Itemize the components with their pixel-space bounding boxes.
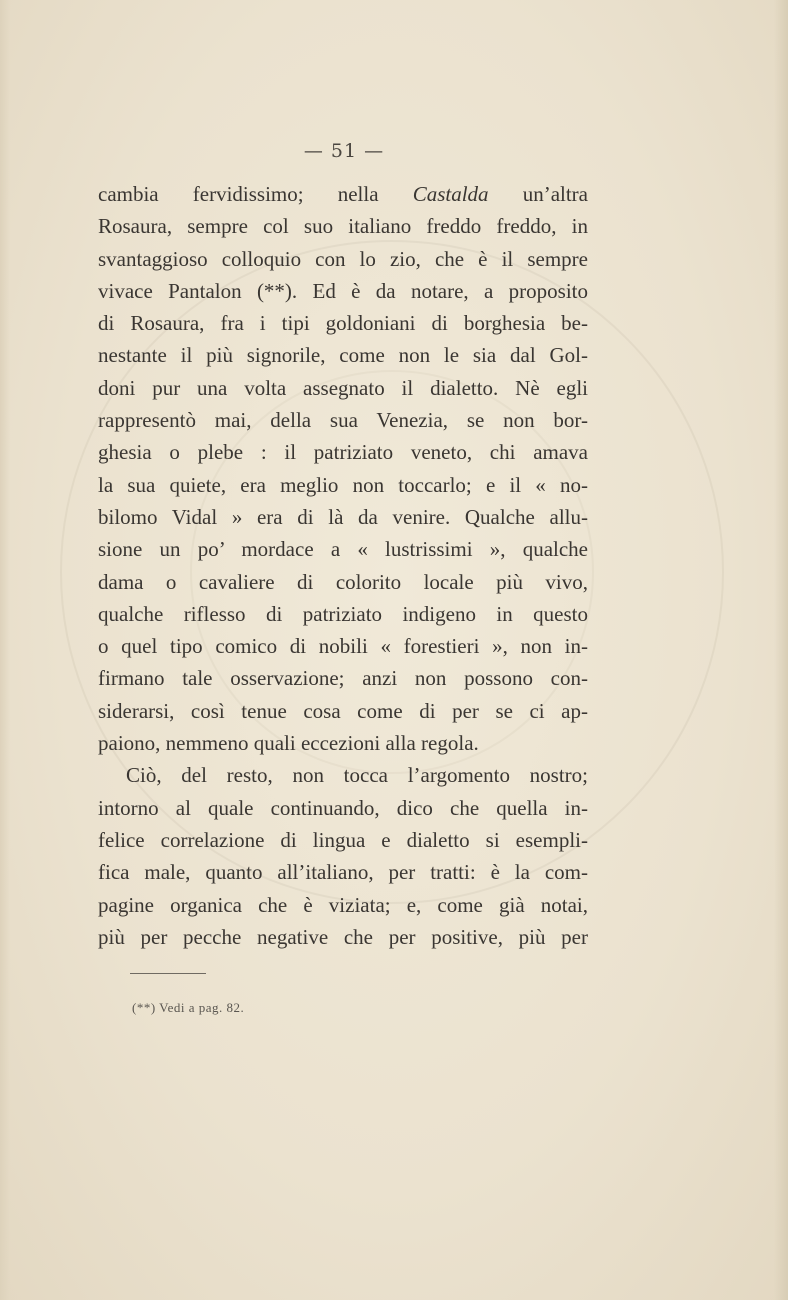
text-line-20: intorno al quale continuando, dico che quella in- xyxy=(98,795,588,820)
text-line-2: Rosaura, sempre col suo italiano freddo freddo, in xyxy=(98,214,588,239)
text-line-9: ghesia o plebe : il patriziato veneto, chi amava xyxy=(98,440,588,465)
page-number: — 51 — xyxy=(303,140,385,162)
text-line-15: o quel tipo comico di nobili « forestieri », non in- xyxy=(98,634,588,659)
text-line-13: dama o cavaliere di colorito locale più vivo, xyxy=(98,569,588,594)
text-line-21: felice correlazione di lingua e dialetto si esempli- xyxy=(98,827,588,852)
page-edge-right xyxy=(774,0,788,1300)
text-line-11: bilomo Vidal » era di là da venire. Qualche allu- xyxy=(98,504,588,529)
text-line-23: pagine organica che è viziata; e, come già notai, xyxy=(98,892,588,917)
footnote: (**) Vedi a pag. 82. xyxy=(132,1000,245,1015)
text-line-8: rappresentò mai, della sua Venezia, se non bor- xyxy=(98,408,588,433)
text-line-18: paiono, nemmeno quali eccezioni alla regola. xyxy=(98,731,479,756)
text-line-10: la sua quiete, era meglio non toccarlo; e il « no- xyxy=(98,472,588,497)
text-line-5: di Rosaura, fra i tipi goldoniani di borghesia be- xyxy=(98,311,588,336)
page-edge-left xyxy=(0,0,10,1300)
text-line-7: doni pur una volta assegnato il dialetto. Nè egli xyxy=(98,375,588,400)
text-line-14: qualche riflesso di patriziato indigeno in questo xyxy=(98,601,588,626)
text-line-16: firmano tale osservazione; anzi non possono con- xyxy=(98,666,588,691)
text-line-4: vivace Pantalon (**). Ed è da notare, a proposito xyxy=(98,278,588,303)
footnote-rule xyxy=(130,973,206,974)
text-line-22: fica male, quanto all’italiano, per tratti: è la com- xyxy=(98,860,588,885)
text-line-24: più per pecche negative che per positive, più per xyxy=(98,924,588,949)
body-text xyxy=(98,178,588,953)
text-line-1: cambia fervidissimo; nella Castalda un’altra xyxy=(98,182,588,206)
text-line-12: sione un po’ mordace a « lustrissimi », qualche xyxy=(98,537,588,562)
text-line-3: svantaggioso colloquio con lo zio, che è il sempre xyxy=(98,246,588,271)
text-line-19: Ciò, del resto, non tocca l’argomento nostro; xyxy=(126,763,588,788)
italic-title: Castalda xyxy=(412,182,489,206)
text-line-17: siderarsi, così tenue cosa come di per se ci ap- xyxy=(98,698,588,723)
text-line-6: nestante il più signorile, come non le sia dal Gol- xyxy=(98,343,588,368)
